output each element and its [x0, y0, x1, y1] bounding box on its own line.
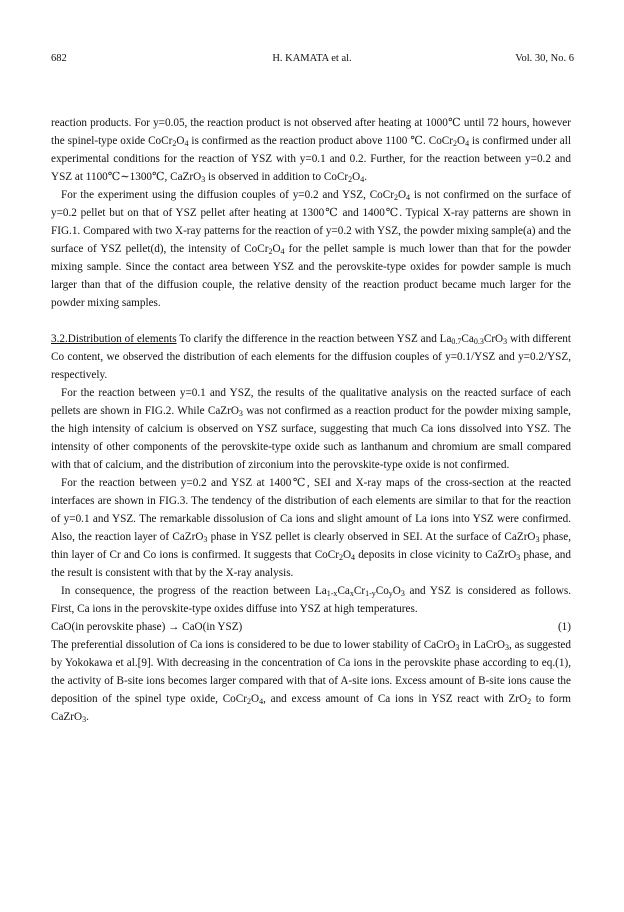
subscript: 3 — [535, 535, 540, 544]
article-body — [51, 114, 571, 726]
subscript: 3 — [203, 535, 208, 544]
subscript: 3 — [400, 589, 405, 598]
subscript: 2 — [393, 193, 398, 202]
text-run: is confirmed under all experimental conditions for the reaction of YSZ with y=0.1 and 0.2. Further, for the reaction between y=0.2 and YSZ at 1100℃∼1300℃, CaZrO — [51, 135, 571, 183]
text-run: deposits in close vicinity to CaZrO — [355, 549, 517, 561]
text-run: In consequence, the progress of the reaction between La — [61, 585, 327, 597]
text-run: is observed in addition to CoCr — [205, 171, 349, 183]
text-run: CrO — [483, 333, 504, 345]
paragraph-diffusion-couples — [51, 186, 571, 312]
subscript: 3 — [504, 643, 509, 652]
subscript: 3 — [503, 337, 508, 346]
text-run: phase in YSZ pellet is clearly observed in SEI. At the surface of CaZrO — [207, 531, 536, 543]
text-run: For the experiment using the diffusion couples of y=0.2 and YSZ, CoCr — [61, 189, 394, 201]
subscript: 2 — [246, 697, 251, 706]
section-gap — [51, 312, 571, 330]
text-run: was not confirmed as a reaction product for the powder mixing sample, the high intensity of calcium is observed on YSZ surface, suggesting that much Ca ions dissolved into YSZ. The intensity of other components of the perovskite-type oxide such as lanthanum and chromium are small compared with that of calcium, and the distribution of zirconium into the perovskite-type oxide is not confirmed. — [51, 405, 571, 471]
subscript: 2 — [268, 247, 273, 256]
subscript: 4 — [351, 553, 356, 562]
text-run: to form CaZrO — [51, 693, 572, 723]
subscript: 3 — [455, 643, 460, 652]
text-run: is not confirmed on the surface of y=0.2 pellet but on that of YSZ pellet after heating at 1300℃ and 1400℃. Typical X-ray patterns are shown in FIG.1. Compared with two X-ray patterns for the reaction of y=0.2 with YSZ, the powder mixing sample(a) and the surface of YSZ pellet(d), the intensity of CoCr — [51, 189, 571, 255]
subscript: 4 — [184, 139, 189, 148]
text-run: O — [342, 549, 352, 561]
subscript: 0.3 — [473, 337, 484, 346]
text-run: For the reaction between y=0.2 and YSZ at 1400℃, SEI and X-ray maps of the cross-section at the reacted interfaces are shown in FIG.3. The tendency of the distribution of each elements are similar to that for the reaction of y=0.1 and YSZ. The remarkable dissolusion of Ca ions and slight amount of La ions into YSZ were confirmed. Also, the reaction layer of CaZrO — [51, 477, 571, 543]
text-run: Cr — [353, 585, 366, 597]
subscript: 4 — [406, 193, 411, 202]
text-run: O — [272, 243, 281, 255]
subscript: 3 — [201, 175, 206, 184]
subscript: 3 — [82, 715, 87, 724]
subscript: 2 — [172, 139, 177, 148]
paragraph-distribution-of-elements — [51, 330, 571, 384]
subscript: 1-y — [365, 589, 376, 598]
running-header — [0, 50, 624, 66]
paragraph-preferential-dissolution — [51, 636, 571, 726]
section-heading: 3.2.Distribution of elements — [51, 333, 177, 345]
paragraph-y02-reaction — [51, 474, 571, 582]
subscript: x — [349, 589, 354, 598]
subscript: y — [388, 589, 393, 598]
subscript: 2 — [348, 175, 353, 184]
text-run: . — [86, 711, 89, 723]
text-run: for the pellet sample is much lower than that for the powder mixing sample. Since the contact area between YSZ and the perovskite-type oxides for powder sample is much larger than that of the diffusion couple, the relative density of the reaction product became much larger for the powder mixing samples. — [51, 243, 572, 309]
text-run: and YSZ is considered as follows. First, Ca ions in the perovskite-type oxides diffuse into YSZ at high temperatures. — [51, 585, 571, 615]
text-run: For the reaction between y=0.1 and YSZ, the results of the qualitative analysis on the reacted surface of each pellets are shown in FIG.2. While CaZrO — [51, 387, 571, 417]
text-run: Ca — [461, 333, 474, 345]
subscript: 3 — [238, 409, 243, 418]
subscript: 2 — [452, 139, 457, 148]
text-run: phase, and the result is consistent with that by the X-ray analysis. — [51, 549, 571, 579]
equation-text: CaO(in perovskite phase) → CaO(in YSZ) — [51, 621, 243, 633]
text-run: Ca — [337, 585, 350, 597]
subscript: 4 — [259, 697, 264, 706]
header-authors: H. KAMATA et al. — [272, 53, 352, 64]
text-run: O — [352, 171, 361, 183]
paragraph-y01-reaction — [51, 384, 571, 474]
text-run: , as suggested by Yokokawa et al.[9]. With decreasing in the concentration of Ca ions in the perovskite phase according to eq.(1), the activity of B-site ions becomes larger compared with that of A-site ions. Excess amount of B-site ions cause the deposition of the spinel type oxide, CoCr — [51, 639, 571, 705]
text-run: is confirmed as the reaction product above 1100 ℃. CoCr — [188, 135, 453, 147]
text-run: in LaCrO — [459, 639, 505, 651]
subscript: 4 — [280, 247, 285, 256]
equation-1 — [51, 618, 571, 636]
text-run: phase, thin layer of Cr and Co ions is confirmed. It suggests that CoCr — [51, 531, 571, 561]
text-run: O — [176, 135, 185, 147]
header-volume: Vol. 30, No. 6 — [515, 53, 574, 64]
equation-number: (1) — [557, 621, 571, 633]
text-run: reaction products. For y=0.05, the reaction product is not observed after heating at 1000℃ until 72 hours, however the spinel-type oxide CoCr — [51, 117, 571, 147]
subscript: 4 — [360, 175, 365, 184]
subscript: 1-x — [326, 589, 338, 598]
text-run: To clarify the difference in the reaction between YSZ and La — [176, 333, 452, 345]
text-run: Co — [375, 585, 389, 597]
text-run: O — [392, 585, 401, 597]
text-run: O — [397, 189, 407, 201]
text-run: The preferential dissolution of Ca ions is considered to be due to lower stability of CaCrO — [51, 639, 456, 651]
text-run: , and excess amount of Ca ions in YSZ react with ZrO — [263, 693, 528, 705]
subscript: 3 — [516, 553, 521, 562]
paragraph-consequence — [51, 582, 571, 618]
subscript: 4 — [465, 139, 470, 148]
page-number: 682 — [51, 53, 67, 64]
text-run: O — [456, 135, 466, 147]
text-run: O — [250, 693, 260, 705]
paragraph-reaction-products — [51, 114, 571, 186]
text-run: . — [364, 171, 368, 183]
text-run: with different Co content, we observed the distribution of each elements for the diffusion couples of y=0.1/YSZ and y=0.2/YSZ, respectively. — [51, 333, 571, 381]
subscript: 2 — [527, 697, 532, 706]
subscript: 0.7 — [451, 337, 462, 346]
subscript: 2 — [338, 553, 343, 562]
